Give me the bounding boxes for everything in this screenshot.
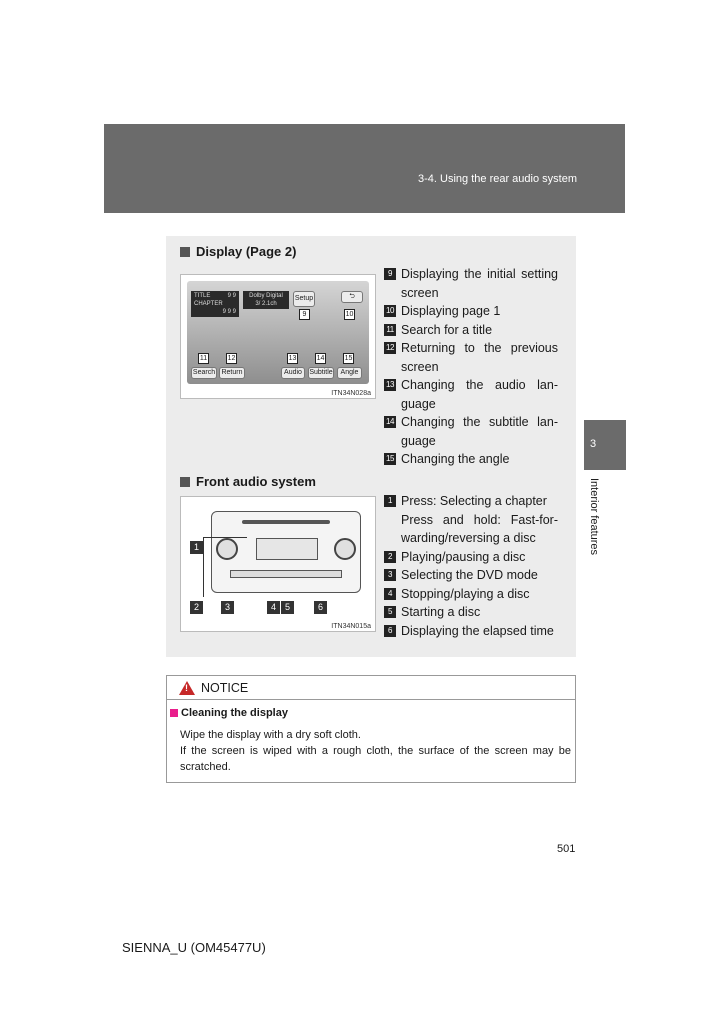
list-item [384, 566, 558, 585]
list-item [384, 413, 558, 450]
header-band [104, 124, 625, 213]
callout-2: 2 [190, 601, 203, 614]
item-number: 12 [384, 342, 396, 354]
list-item [384, 511, 558, 548]
notice-subtitle [167, 700, 575, 719]
audio-button[interactable]: Audio [281, 367, 305, 379]
notice-box [166, 675, 576, 783]
front-audio-heading [180, 474, 316, 489]
power-volume-knob [216, 538, 238, 560]
button-row [230, 570, 342, 578]
list-item [384, 492, 558, 511]
notice-line-2: If the screen is wiped with a rough cloth, the surface of the screen may be scratched. [180, 745, 571, 773]
item-text: Displaying the elapsed time [401, 623, 554, 638]
title-chapter-info [191, 291, 239, 317]
display-page2-heading [180, 244, 296, 259]
display-page2-diagram [180, 274, 376, 399]
content-panel [166, 236, 576, 657]
notice-body [167, 719, 575, 775]
notice-title: NOTICE [201, 680, 249, 695]
item-text: Changing the angle [401, 452, 510, 466]
return-button[interactable]: Return [219, 367, 245, 379]
list-item [384, 585, 558, 604]
title-label: TITLE [194, 293, 211, 299]
list-item [384, 339, 558, 376]
item-number: 4 [384, 588, 396, 600]
title-value: 9 9 [227, 293, 236, 299]
figure-caption: ITN34N015a [331, 623, 371, 630]
item-number: 6 [384, 625, 396, 637]
pink-square-icon [170, 709, 178, 717]
chapter-value: 9 9 9 [222, 309, 236, 315]
item-number: 14 [384, 416, 396, 428]
callout-13: 13 [288, 355, 297, 362]
item-number: 10 [384, 305, 396, 317]
list-item [384, 265, 558, 302]
figure-caption: ITN34N028a [331, 390, 371, 397]
item-text: Returning to the previous screen [401, 341, 558, 374]
callout-14: 14 [316, 355, 325, 362]
display-page2-list [384, 265, 558, 469]
disc-slot [242, 520, 330, 524]
list-item [384, 603, 558, 622]
callout-1: 1 [190, 541, 203, 554]
head-unit-illustration [211, 511, 361, 593]
front-audio-list [384, 492, 558, 640]
audio-format-info [243, 291, 289, 309]
callout-5: 5 [281, 601, 294, 614]
section-title: 3-4. Using the rear audio system [418, 173, 577, 185]
chapter-number: 3 [590, 438, 597, 450]
callout-12: 12 [227, 355, 236, 362]
search-button[interactable]: Search [191, 367, 217, 379]
item-text: Stopping/playing a disc [401, 586, 530, 601]
chapter-label: Interior features [588, 478, 600, 556]
chapter-tab [584, 420, 626, 470]
item-number: 9 [384, 268, 396, 280]
item-number: 1 [384, 495, 396, 507]
warning-triangle-icon [179, 681, 195, 695]
chapter-label: CHAPTER [194, 301, 223, 307]
audio-format-line1: Dolby Digital [249, 293, 283, 299]
item-text: Displaying page 1 [401, 304, 501, 318]
item-number: 13 [384, 379, 396, 391]
front-audio-heading-text: Front audio system [196, 474, 316, 489]
angle-button[interactable]: Angle [337, 367, 362, 379]
callout-6: 6 [314, 601, 327, 614]
item-number: 5 [384, 606, 396, 618]
item-text: Playing/pausing a disc [401, 549, 526, 564]
list-item [384, 622, 558, 641]
notice-header [167, 676, 575, 700]
list-item [384, 450, 558, 469]
list-item [384, 548, 558, 567]
callout-3: 3 [221, 601, 234, 614]
return-arrow-icon[interactable]: ⮌ [341, 291, 363, 303]
square-bullet-icon [180, 477, 190, 487]
callout-4: 4 [267, 601, 280, 614]
lcd-display [256, 538, 318, 560]
square-bullet-icon [180, 247, 190, 257]
item-text: Changing the subtitle lan-guage [401, 415, 558, 448]
item-text: Displaying the initial setting screen [401, 267, 558, 300]
item-text: Starting a disc [401, 605, 481, 619]
tune-scroll-knob [334, 538, 356, 560]
leader-line [203, 537, 247, 538]
page-number: 501 [557, 843, 576, 855]
footer-model: SIENNA_U (OM45477U) [122, 940, 266, 955]
item-number: 2 [384, 551, 396, 563]
display-page2-heading-text: Display (Page 2) [196, 244, 297, 259]
callout-15: 15 [344, 355, 353, 362]
notice-line-1: Wipe the display with a dry soft cloth. [180, 729, 361, 741]
item-number: 3 [384, 569, 396, 581]
leader-line [203, 537, 204, 597]
callout-9: 9 [299, 309, 310, 320]
audio-format-line2: 3/ 2.1ch [255, 301, 277, 307]
setup-button[interactable]: Setup [293, 291, 315, 307]
screen-illustration [187, 281, 369, 384]
list-item [384, 321, 558, 340]
item-text: Press and hold: Fast-for-warding/reversing a disc [401, 512, 558, 545]
callout-10: 10 [345, 311, 354, 318]
front-audio-diagram [180, 496, 376, 632]
item-number: 15 [384, 453, 396, 465]
notice-subtitle-text: Cleaning the display [181, 707, 288, 719]
item-number: 11 [384, 324, 396, 336]
callout-11: 11 [199, 355, 208, 362]
item-text: Search for a title [401, 322, 493, 337]
item-text: Changing the audio lan-guage [401, 378, 558, 411]
item-text: Press: Selecting a chapter [401, 494, 547, 508]
list-item [384, 302, 558, 321]
subtitle-button[interactable]: Subtitle [308, 367, 334, 379]
item-text: Selecting the DVD mode [401, 568, 538, 582]
list-item [384, 376, 558, 413]
